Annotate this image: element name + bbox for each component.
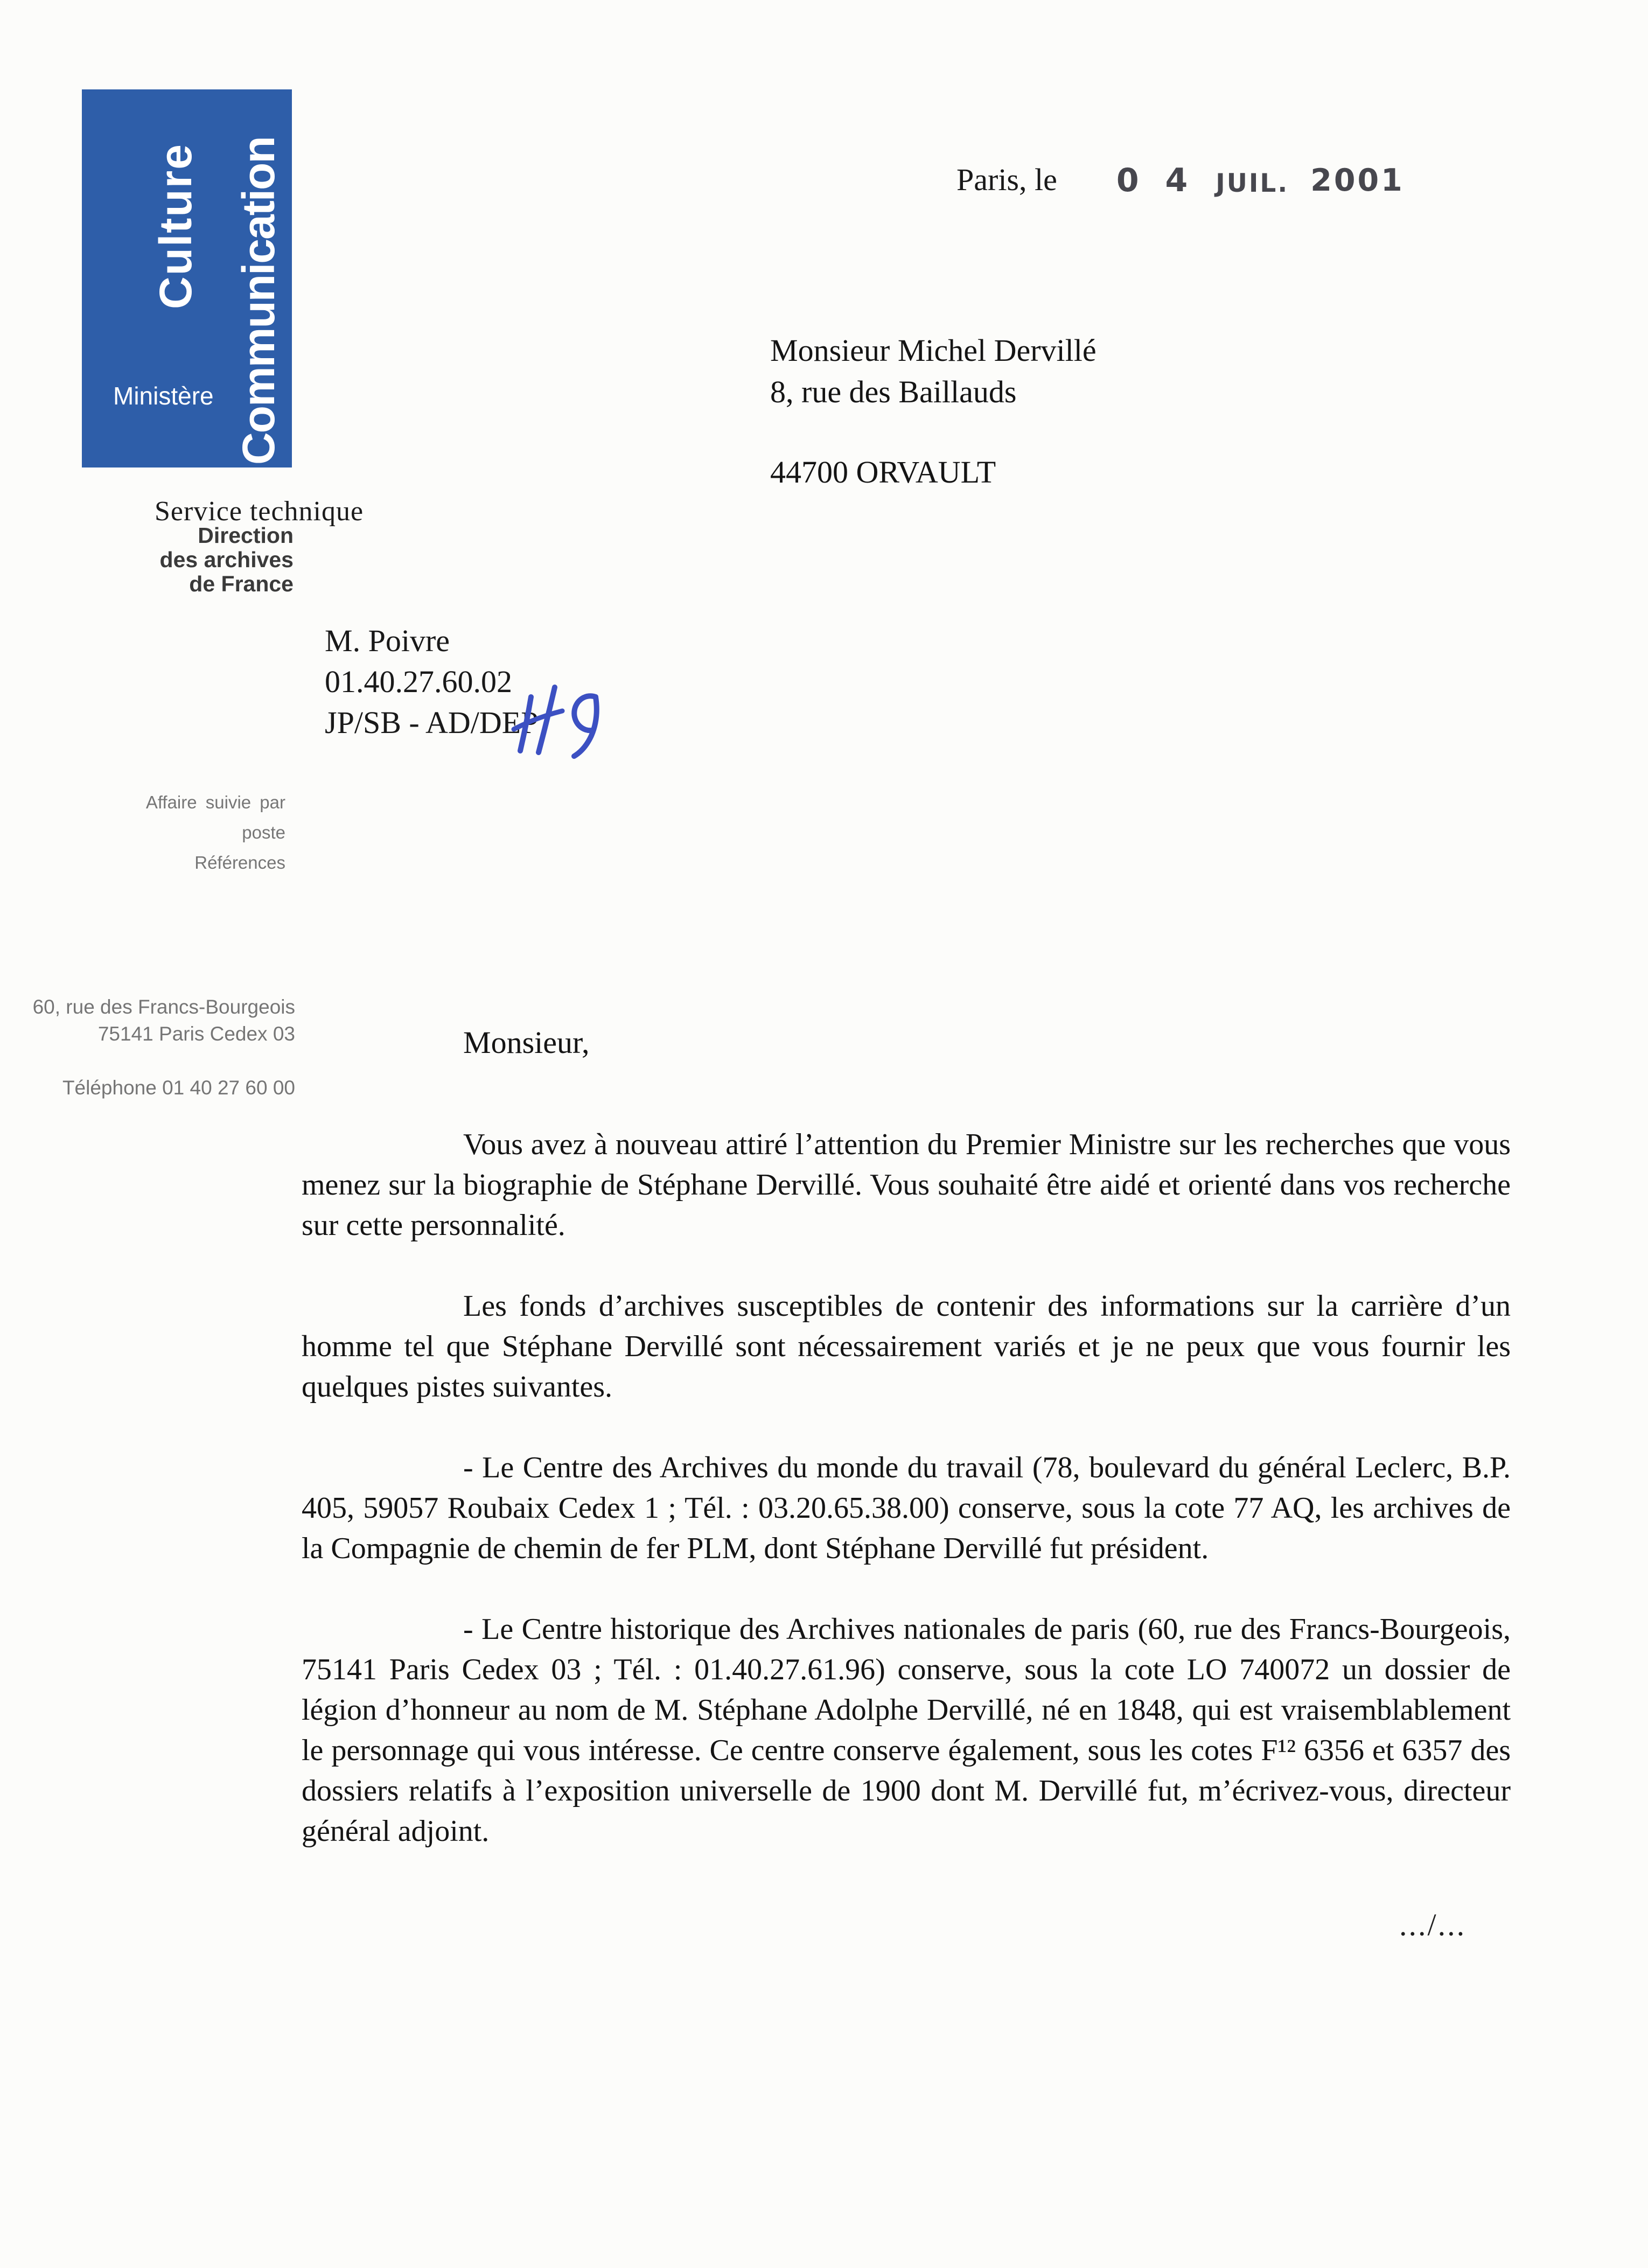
recipient-street: 8, rue des Baillauds (770, 374, 1017, 409)
direction-des-archives-block (132, 524, 294, 596)
contact-name: M. Poivre (325, 623, 450, 658)
service-technique-label: Service technique (155, 496, 364, 527)
stamp-day: 0 4 (1116, 162, 1196, 199)
logo-culture-text: Culture (150, 143, 201, 309)
paragraph: Vous avez à nouveau attiré l’attention du Premier Ministre sur les recherches que vous menez sur la biographie de Stéphane Dervillé. Vous souhaité être aidé et orienté dans vos recherche sur cette personnalité. (302, 1128, 1511, 1242)
continuation-mark: .../... (1399, 1907, 1467, 1942)
logo-ministere-label: Ministère (113, 382, 214, 410)
handwritten-annotation (511, 669, 607, 766)
contact-phone: 01.40.27.60.02 (325, 664, 512, 699)
date-stamp (1116, 162, 1405, 199)
salutation: Monsieur, (463, 1025, 590, 1060)
direction-line: des archives (159, 547, 294, 572)
paragraph: - Le Centre historique des Archives nationales de paris (60, rue des Francs-Bourgeois, 75141 Paris Cedex 03 ; Tél. : 01.40.27.61.96) conserve, sous la cote LO 740072 un dossier de légion d’honneur au nom de M. Stéphane Adolphe Dervillé, né en 1848, qui est vraisemblablement le personnage qui vous intéresse. Ce centre conserve également, sous les cotes F¹² 6356 et 6357 des dossiers relatifs à l’exposition universelle de 1900 dont M. Dervillé fut, m’écrivez-vous, directeur général adjoint. (302, 1613, 1511, 1848)
date-line (956, 162, 1405, 199)
contact-block (325, 620, 538, 743)
affaire-labels-block (70, 787, 285, 878)
date-prefix: Paris, le (956, 162, 1057, 197)
poste-label: poste (242, 822, 285, 842)
recipient-city: 44700 ORVAULT (770, 455, 996, 490)
sender-address-block (31, 994, 295, 1101)
direction-line: de France (189, 571, 294, 596)
direction-line: Direction (198, 523, 294, 548)
logo-communication-text: Communication (233, 137, 284, 465)
affaire-label: Affaire suivie par (145, 792, 285, 812)
ministry-logo (82, 89, 292, 467)
paragraph: - Le Centre des Archives du monde du travail (78, boulevard du général Leclerc, B.P. 405, 59057 Roubaix Cedex 1 ; Tél. : 03.20.65.38.00) conserve, sous la cote 77 AQ, les archives de la Compagnie de chemin de fer PLM, dont Stéphane Dervillé fut président. (302, 1451, 1511, 1565)
sender-phone: Téléphone 01 40 27 60 00 (62, 1077, 295, 1099)
paragraph: Les fonds d’archives susceptibles de contenir des informations sur la carrière d’un homme tel que Stéphane Dervillé sont nécessairement variés et je ne peux que vous fournir les quelques pistes suivantes. (302, 1289, 1511, 1404)
stamp-year: 2001 (1310, 163, 1405, 198)
recipient-name: Monsieur Michel Dervillé (770, 333, 1097, 368)
contact-reference: JP/SB - AD/DEP (325, 705, 539, 740)
recipient-address-block (770, 330, 1097, 493)
stamp-month: JUIL. (1216, 169, 1289, 198)
sender-city: 75141 Paris Cedex 03 (97, 1023, 295, 1045)
sender-street: 60, rue des Francs-Bourgeois (32, 996, 295, 1018)
references-label: Références (194, 853, 285, 873)
letter-body (302, 1125, 1511, 1892)
